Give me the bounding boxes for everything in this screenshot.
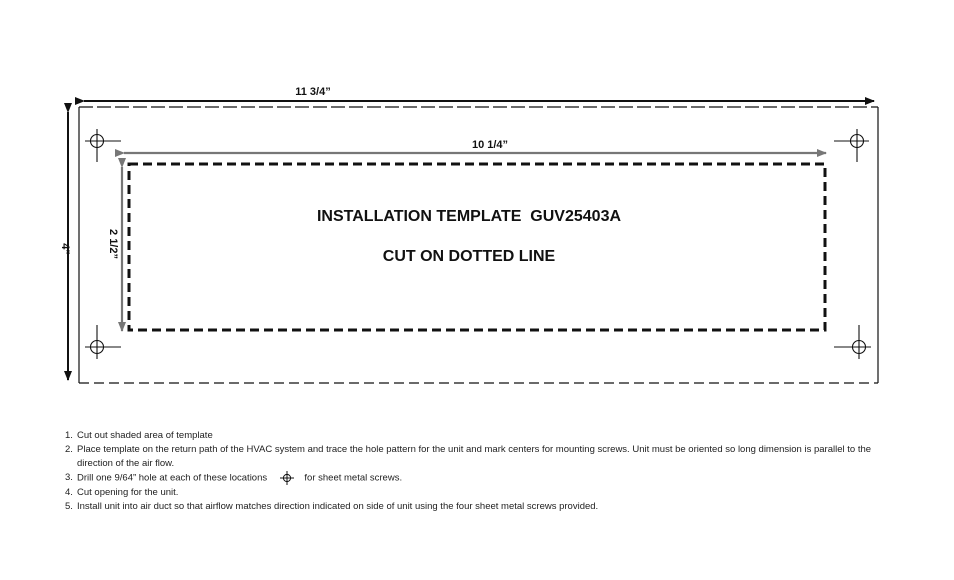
instruction-item-1 (65, 429, 895, 443)
overall-width-dimension (84, 86, 874, 101)
instruction-item-3 (65, 471, 895, 486)
opening-height-dimension (107, 167, 122, 331)
opening-height-label: 2 1/2” (107, 229, 119, 259)
instruction-text: Cut out shaded area of template (77, 430, 213, 441)
template-title: INSTALLATION TEMPLATE GUV25403A (316, 208, 622, 225)
crosshair-icon (280, 471, 294, 485)
cutout-opening-outline (129, 164, 825, 330)
opening-width-label: 10 1/4” (471, 139, 509, 151)
mounting-hole-bottom-left (85, 325, 121, 359)
instructions-list (65, 429, 895, 514)
overall-height-label: 4” (59, 243, 71, 255)
mounting-hole-top-right (834, 129, 869, 162)
mounting-hole-bottom-right (834, 325, 871, 359)
mounting-hole-top-left (85, 129, 121, 162)
overall-width-label: 11 3/4” (295, 86, 331, 98)
instruction-item-5 (65, 500, 895, 514)
instruction-number: 1. (65, 430, 73, 441)
instruction-item-4 (65, 486, 895, 500)
instruction-number: 2. (65, 444, 73, 455)
instruction-number: 3. (65, 472, 73, 483)
template-subtitle: CUT ON DOTTED LINE (382, 248, 556, 265)
instruction-text: Place template on the return path of the HVAC system and trace the hole pattern for the unit and mark centers for mounting screws. Unit must be oriented so long dimension is parallel to the direction of the air flow. (77, 444, 872, 469)
instruction-text-before: Drill one 9/64” hole at each of these locations (77, 472, 268, 484)
instruction-text: Install unit into air duct so that airflow matches direction indicated on side of unit using the four sheet metal screws provided. (77, 500, 599, 512)
instruction-number: 5. (65, 500, 73, 512)
instruction-text-after: for sheet metal screws. (304, 472, 403, 484)
instruction-item-2 (65, 443, 895, 471)
overall-height-dimension (59, 112, 71, 380)
instruction-text: Cut opening for the unit. (77, 486, 179, 498)
instruction-number: 4. (65, 486, 73, 498)
opening-width-dimension (124, 139, 826, 153)
